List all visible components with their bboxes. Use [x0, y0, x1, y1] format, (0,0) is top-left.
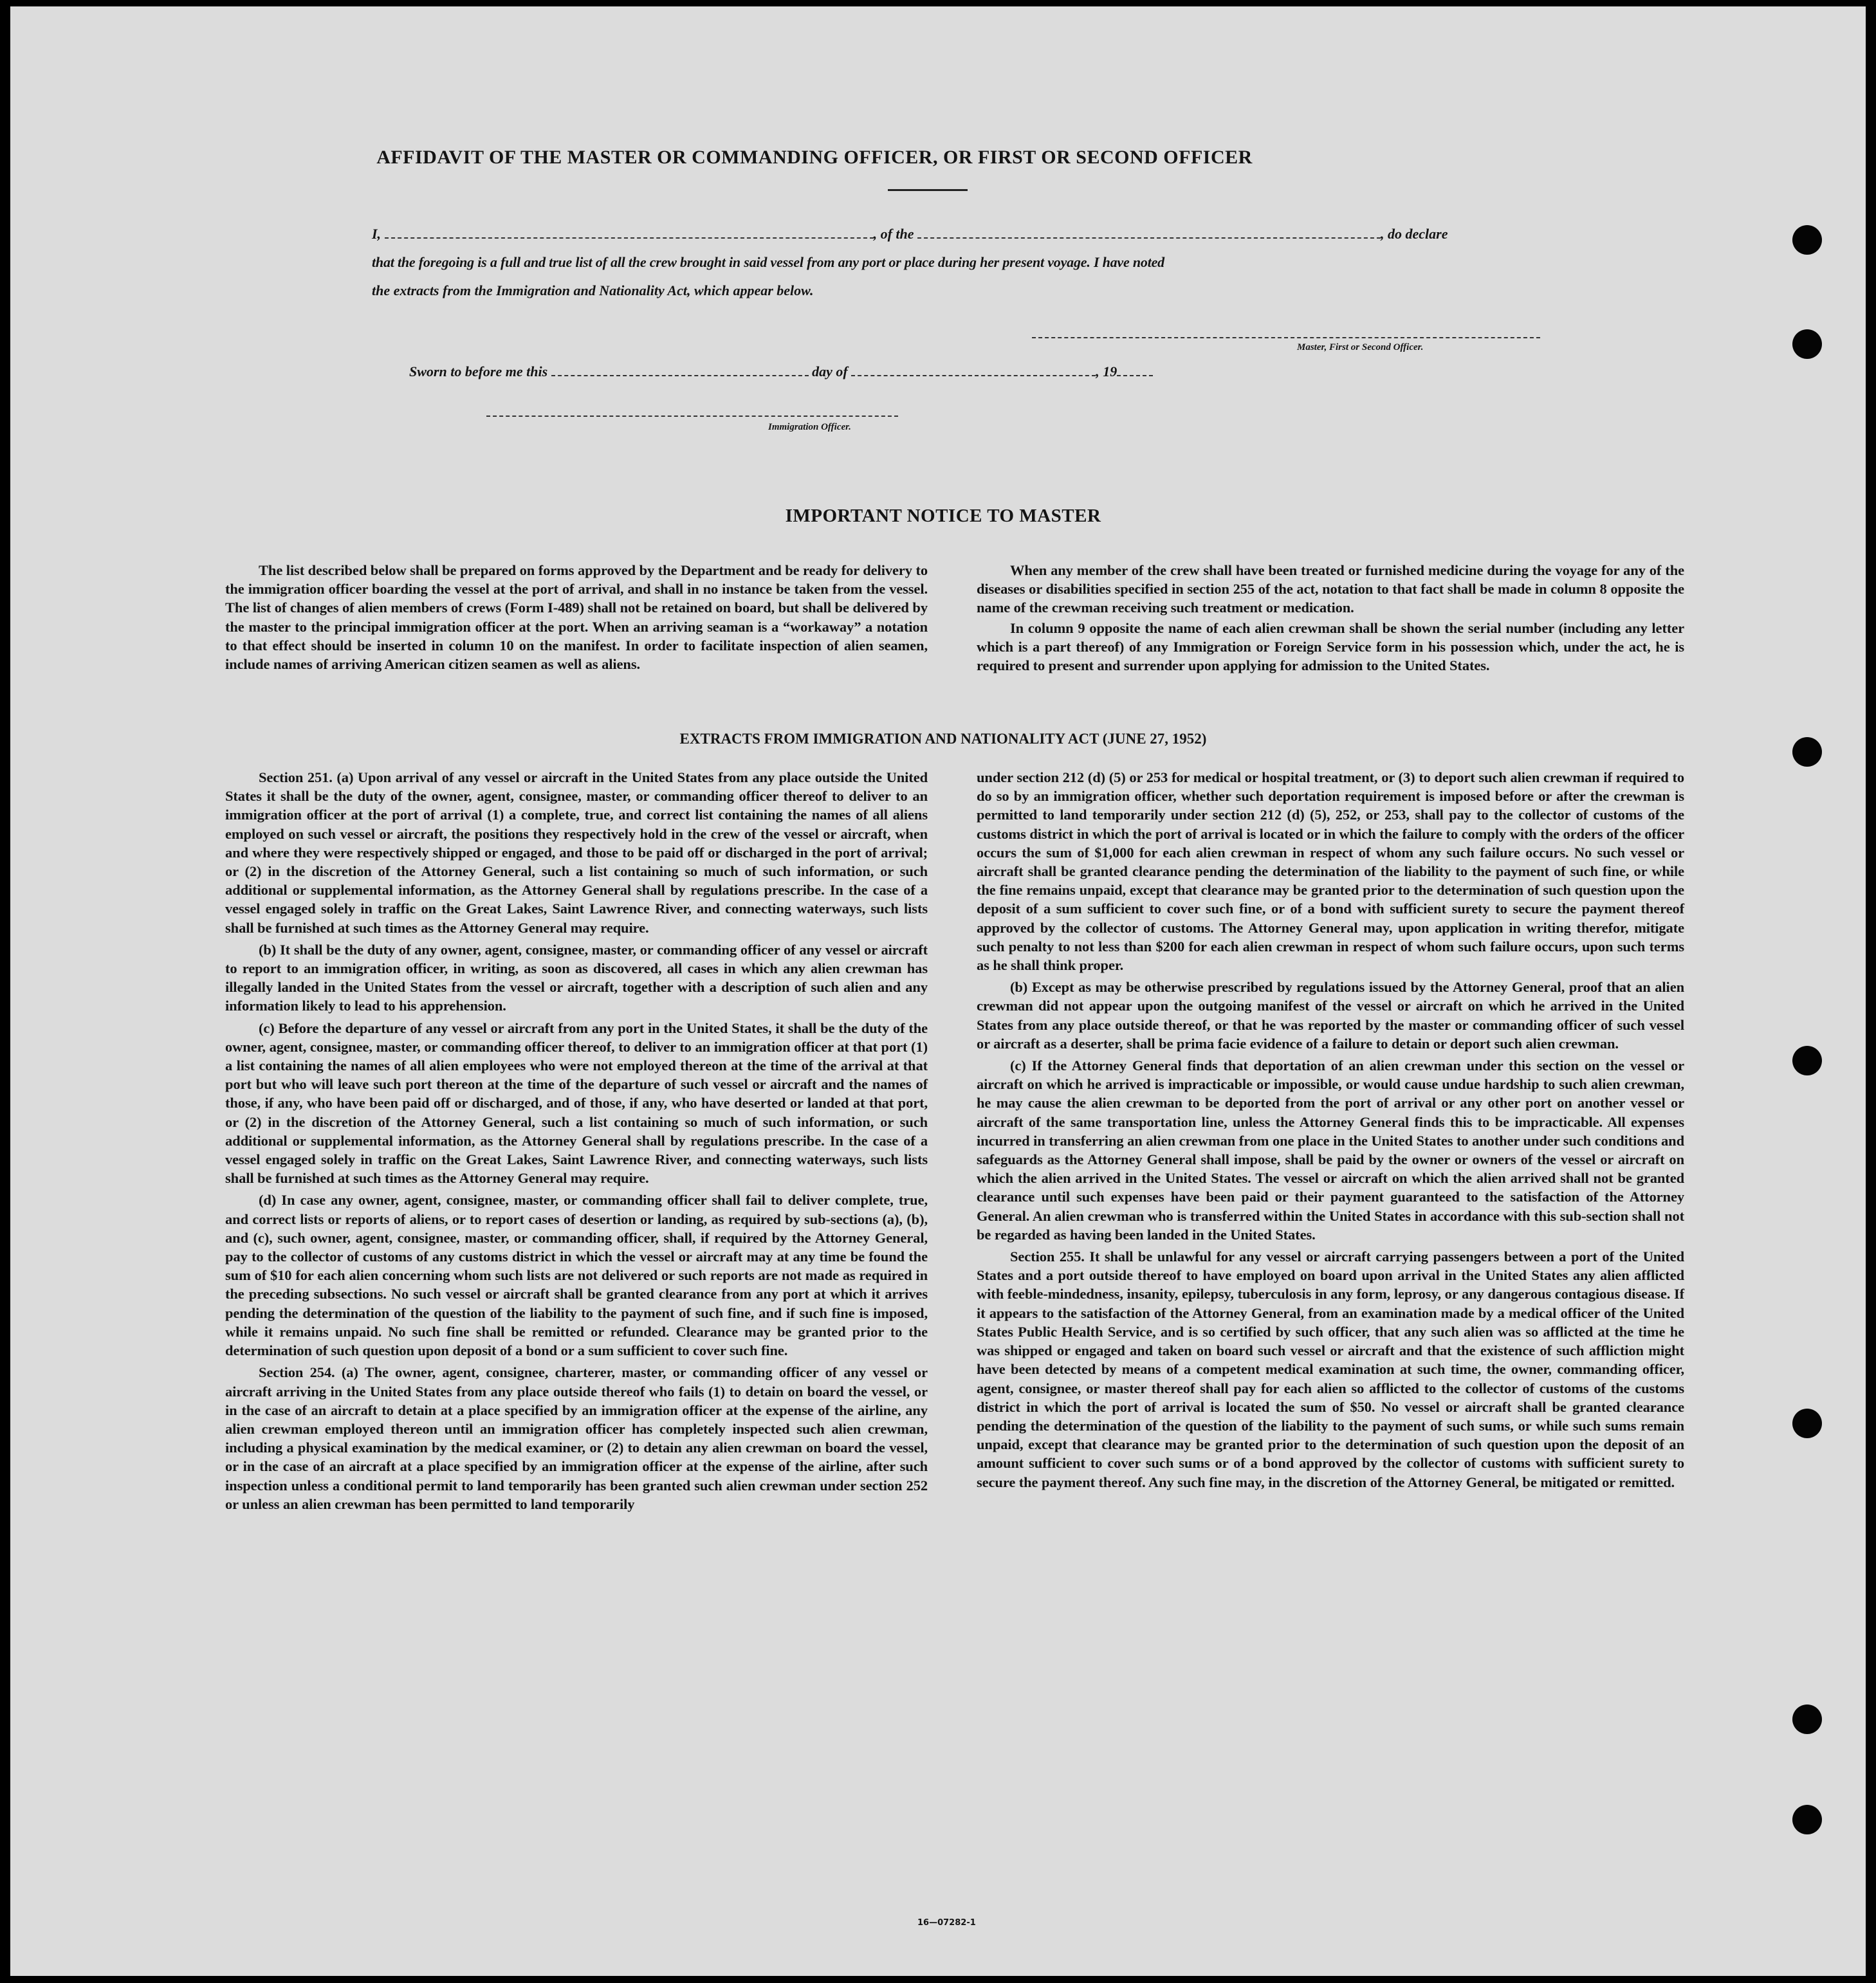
affidavit-declaration [372, 220, 1543, 305]
vessel-name-field[interactable] [917, 224, 1381, 239]
master-signature-field[interactable] [1032, 337, 1540, 338]
declaration-line-1 [372, 220, 1543, 248]
notice-title: IMPORTANT NOTICE TO MASTER [785, 506, 1101, 526]
declarant-prefix: I, [372, 226, 382, 242]
notice-left-column [225, 561, 928, 675]
extract-paragraph: (b) Except as may be otherwise prescribed by regulations issued by the Attorney General, proof that an alien crewman did not appear upon the outgoing manifest of the vessel or aircraft on which he arrived in the United States from any place outside thereof, or that he was reported by the master or commanding officer of such vessel or aircraft as a deserter, shall be prima facie evidence of a failure to detain or deport such alien crewman. [977, 979, 1684, 1052]
sworn-day-field[interactable] [551, 362, 809, 376]
sworn-year-label: , 19 [1096, 363, 1117, 379]
extract-paragraph: under section 212 (d) (5) or 253 for medical or hospital treatment, or (3) to deport such alien crewman if required to do so by an immigration officer, whether such deportation requirement is imposed before or after the crewman is permitted to land temporarily under section 212 (d) (5), 252, or 253, shall pay to the collector of customs of the customs district in which the port of arrival is located or in which the failure to comply with the orders of the officer occurs the sum of $1,000 for each alien crewman in respect of whom any such failure occurs. No such vessel or aircraft shall be granted clearance pending the determination of the liability to the payment of such fine, or while the fine remains unpaid, except that clearance may be granted prior to the determination of such question upon the deposit of a sum sufficient to cover such fine, or of a bond with sufficient surety to secure the payment thereof approved by the collector of customs. The Attorney General may, upon application in writing therefor, mitigate such penalty to not less than $200 for each alien crewman in respect of whom such failure occurs, upon such terms as he shall think proper. [977, 769, 1684, 974]
punch-hole [1792, 329, 1822, 359]
notice-right-column [977, 561, 1684, 676]
notice-paragraph: The list described below shall be prepared on forms approved by the Department and be ready for delivery to the immigration officer boarding the vessel at the port of arrival, and shall in no instance be taken from the vessel. The list of changes of alien members of crews (Form I-489) shall not be retained on board, but shall be delivered by the master to the principal immigration officer at the port. When an arriving seaman is a “workaway” a notation to that effect should be inserted in column 10 on the manifest. In order to facilitate inspection of alien seamen, include names of arriving American citizen seamen as well as aliens. [225, 562, 928, 673]
extract-paragraph: Section 251. (a) Upon arrival of any vessel or aircraft in the United States from any place outside the United States it shall be the duty of the owner, agent, consignee, master, or commanding officer thereof to deliver to an immigration officer at the port of arrival (1) a complete, true, and correct list containing the names of all aliens employed on such vessel or aircraft, the positions they respectively hold in the crew of the vessel or aircraft, when and where they were respectively shipped or engaged, and those to be paid off or discharged in the port of arrival; or (2) in the discretion of the Attorney General, such a list containing so much of such information, or such additional or supplemental information, as the Attorney General shall by regulations prescribe. In the case of a vessel engaged solely in traffic on the Great Lakes, Saint Lawrence River, and connecting waterways, such lists shall be furnished at such times as the Attorney General may require. [225, 769, 928, 936]
document-page [10, 6, 1866, 1976]
master-signature-caption: Master, First or Second Officer. [1297, 342, 1424, 352]
notice-paragraph: When any member of the crew shall have been treated or furnished medicine during the voyage for any of the diseases or disabilities specified in section 255 of the act, notation to that fact shall be made in column 8 opposite the name of the crewman receiving such treatment or medication. [977, 562, 1684, 616]
sworn-year-field[interactable] [1117, 362, 1153, 376]
extract-paragraph: (c) Before the departure of any vessel or aircraft from any port in the United States, it shall be the duty of the owner, agent, consignee, master, or commanding officer thereof, to deliver to an immigration officer at that port (1) a list containing the names of all alien employees who were not employed thereon at the time of the arrival at that port but who will leave such port thereon at the time of the departure of such vessel or aircraft and the names of those, if any, who have been paid off or discharged, and of those, if any, who have deserted or landed at that port, or (2) in the discretion of the Attorney General, such a list containing so much of such information, or such additional or supplemental information, as the Attorney General shall by regulations prescribe. In the case of a vessel engaged solely in traffic on the Great Lakes, Saint Lawrence River, and connecting waterways, such lists shall be furnished at such times as the Attorney General may require. [225, 1019, 928, 1187]
affidavit-title: AFFIDAVIT OF THE MASTER OR COMMANDING OFFICER, OR FIRST OR SECOND OFFICER [376, 147, 1253, 168]
title-divider [888, 189, 968, 191]
sworn-month-field[interactable] [851, 362, 1096, 376]
sworn-prefix: Sworn to before me this [409, 363, 548, 379]
extract-paragraph: Section 255. It shall be unlawful for any vessel or aircraft carrying passengers between a port of the United States and a port outside thereof to have employed on board upon arrival in the United States any alien afflicted with feeble-mindedness, insanity, epilepsy, tuberculosis in any form, leprosy, or any dangerous contagious disease. If it appears to the satisfaction of the Attorney General, from an examination made by a medical officer of the United States Public Health Service, and is so certified by such officer, that any such alien was so afflicted at the time he was shipped or engaged and taken on board such vessel or aircraft and that the existence of such affliction might have been detected by means of a competent medical examination at such time, the owner, commanding officer, agent, consignee, or master thereof shall pay for each alien so afflicted to the collector of customs of the customs district in which the port of arrival is located the sum of $50. No vessel or aircraft shall be granted clearance pending the determination of the question of the liability to the payment of such sums, or while such sums remain unpaid, except that clearance may be granted prior to the determination of such question upon the deposit of an amount sufficient to cover such sums or of a bond approved by the collector of customs with sufficient surety to secure the payment thereof. Any such fine may, in the discretion of the Attorney General, be mitigated or remitted. [977, 1248, 1684, 1490]
vessel-prefix: , of the [873, 226, 914, 242]
notice-paragraph: In column 9 opposite the name of each alien crewman shall be shown the serial number (including any letter which is a part thereof) of any Immigration or Foreign Service form in his possession which, under the act, he is required to present and surrender upon applying for admission to the United States. [977, 619, 1684, 674]
extracts-title: EXTRACTS FROM IMMIGRATION AND NATIONALITY ACT (JUNE 27, 1952) [679, 731, 1207, 747]
extracts-right-column [977, 768, 1684, 1495]
declare-suffix: , do declare [1381, 226, 1448, 242]
officer-signature-field[interactable] [486, 416, 898, 417]
sworn-line [409, 358, 1153, 386]
punch-hole [1792, 1805, 1822, 1834]
extract-paragraph: (c) If the Attorney General finds that deportation of an alien crewman under this section on the vessel or aircraft on which he arrived is impracticable or impossible, or would cause undue hardship to such alien crewman, he may cause the alien crewman to be deported from the port of arrival or any other port on another vessel or aircraft of the same transportation line, unless the Attorney General finds this to be impracticable. All expenses incurred in transferring an alien crewman from one place in the United States to another under such conditions and safeguards as the Attorney General shall impose, shall be paid by the owner or owners of the vessel or aircraft on which the alien arrived in the United States. The vessel or aircraft on which the alien arrived shall not be granted clearance until such expenses have been paid or their payment guaranteed to the satisfaction of the Attorney General. An alien crewman who is transferred within the United States in accordance with this sub-section shall not be regarded as having been landed in the United States. [977, 1057, 1684, 1243]
punch-hole [1792, 1409, 1822, 1438]
punch-hole [1792, 1704, 1822, 1734]
extract-paragraph: (d) In case any owner, agent, consignee, master, or commanding officer shall fail to deliver complete, true, and correct lists or reports of aliens, or to report cases of desertion or landing, as required by sub-sections (a), (b), and (c), such owner, agent, consignee, master, or commanding officer, shall, if required by the Attorney General, pay to the collector of customs of any customs district in which the vessel or aircraft may at any time be found the sum of $10 for each alien concerning whom such lists are not delivered or such reports are not made as required in the preceding subsections. No such vessel or aircraft shall be granted clearance from any port at which it arrives pending the determination of the question of the liability to the payment of such fine, and if such fine is imposed, while it remains unpaid. No such fine shall be remitted or refunded. Clearance may be granted prior to the determination of such question upon deposit of a bond or a sum sufficient to cover such fine. [225, 1192, 928, 1359]
officer-signature-caption: Immigration Officer. [768, 422, 851, 432]
extract-paragraph: (b) It shall be the duty of any owner, agent, consignee, master, or commanding officer of any vessel or aircraft to report to an immigration officer, in writing, as soon as discovered, all cases in which any alien crewman has illegally landed in the United States from the vessel or aircraft, together with a description of such alien and any information likely to lead to his apprehension. [225, 941, 928, 1014]
punch-hole [1792, 1046, 1822, 1075]
declarant-name-field[interactable] [385, 224, 874, 239]
sworn-day-label: day of [812, 363, 848, 379]
form-number: 16—07282-1 [917, 1918, 976, 1928]
punch-hole [1792, 225, 1822, 255]
punch-hole [1792, 737, 1822, 767]
declaration-line-3: the extracts from the Immigration and Nationality Act, which appear below. [372, 282, 814, 298]
extracts-left-column [225, 768, 928, 1517]
declaration-line-2: that the foregoing is a full and true list of all the crew brought in said vessel from any port or place during her present voyage. I have noted [372, 254, 1164, 270]
extract-paragraph: Section 254. (a) The owner, agent, consignee, charterer, master, or commanding officer of any vessel or aircraft arriving in the United States from any place outside thereof who fails (1) to detain on board the vessel, or in the case of an aircraft to detain at a place specified by an immigration officer at the expense of the airline, any alien crewman employed thereon until an immigration officer has completely inspected such alien crewman, including a physical examination by the medical examiner, or (2) to detain any alien crewman on board the vessel, or in the case of an aircraft at a place specified by an immigration officer at the expense of the airline, after such inspection unless a conditional permit to land temporarily has been granted such alien crewman under section 252 or unless an alien crewman has been permitted to land temporarily [225, 1364, 928, 1512]
